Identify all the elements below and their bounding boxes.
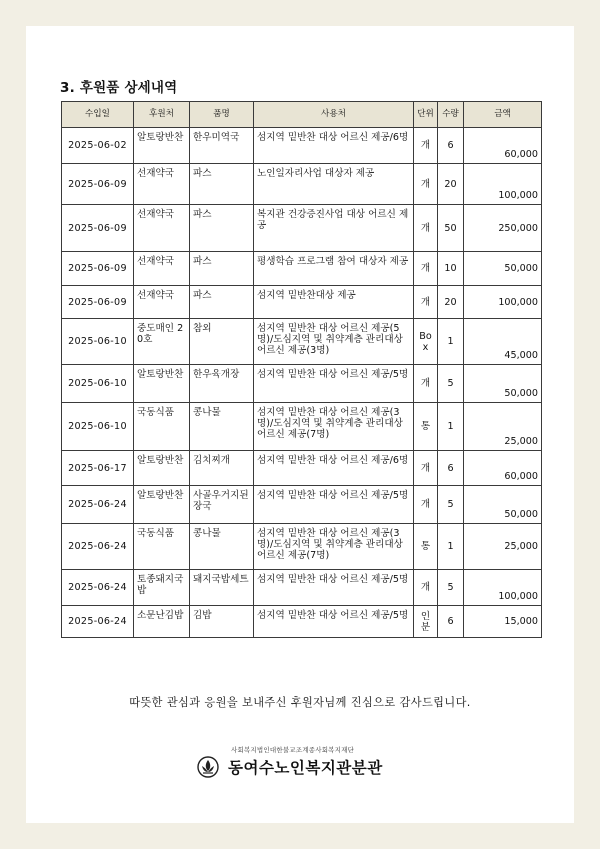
cell-amount: 50,000: [464, 365, 542, 403]
cell-donor: 선재약국: [134, 164, 190, 205]
cell-amount: 25,000: [464, 524, 542, 570]
cell-usage: 섬지역 밑반찬 대상 어르신 제공(3명)/도심지역 및 취약계층 관리대상 어르신 제공(7명): [254, 524, 414, 570]
table-row: [62, 606, 542, 638]
cell-unit: 개: [414, 365, 438, 403]
header-qty: 수량: [438, 102, 464, 128]
cell-qty: 1: [438, 403, 464, 451]
table-row: [62, 252, 542, 286]
cell-usage: 섬지역 밑반찬 대상 어르신 제공/5명: [254, 606, 414, 638]
cell-amount: 100,000: [464, 164, 542, 205]
table-row: [62, 365, 542, 403]
header-item: 품명: [190, 102, 254, 128]
cell-donor: 선재약국: [134, 252, 190, 286]
cell-item: 콩나물: [190, 403, 254, 451]
cell-donor: 알토랑반찬: [134, 486, 190, 524]
cell-usage: 섬지역 밑반찬 대상 어르신 제공/5명: [254, 570, 414, 606]
cell-amount: 50,000: [464, 252, 542, 286]
cell-unit: 개: [414, 128, 438, 164]
donation-details-table: [61, 101, 542, 638]
cell-item: 한우미역국: [190, 128, 254, 164]
table-row: [62, 319, 542, 365]
cell-usage: 복지관 건강증진사업 대상 어르신 제공: [254, 205, 414, 252]
table-row: [62, 486, 542, 524]
cell-item: 한우육개장: [190, 365, 254, 403]
cell-item: 파스: [190, 205, 254, 252]
header-donor: 후원처: [134, 102, 190, 128]
cell-unit: 개: [414, 164, 438, 205]
table-header-row: [62, 102, 542, 128]
foundation-name: 사회복지법인대한불교조계종사회복지재단: [231, 746, 355, 754]
table-row: [62, 205, 542, 252]
cell-qty: 1: [438, 524, 464, 570]
cell-donor: 국동식품: [134, 524, 190, 570]
section-title: 3. 후원품 상세내역: [60, 80, 178, 96]
cell-qty: 50: [438, 205, 464, 252]
cell-qty: 20: [438, 286, 464, 319]
cell-amount: 15,000: [464, 606, 542, 638]
cell-amount: 100,000: [464, 286, 542, 319]
cell-date: 2025-06-02: [62, 128, 134, 164]
cell-date: 2025-06-10: [62, 319, 134, 365]
cell-date: 2025-06-09: [62, 252, 134, 286]
cell-date: 2025-06-17: [62, 451, 134, 486]
table-row: [62, 451, 542, 486]
cell-date: 2025-06-09: [62, 286, 134, 319]
cell-date: 2025-06-24: [62, 524, 134, 570]
cell-usage: 섬지역 밑반찬대상 제공: [254, 286, 414, 319]
cell-date: 2025-06-24: [62, 606, 134, 638]
cell-amount: 60,000: [464, 451, 542, 486]
cell-unit: 개: [414, 286, 438, 319]
cell-item: 김치찌개: [190, 451, 254, 486]
table-row: [62, 286, 542, 319]
cell-usage: 섬지역 밑반찬 대상 어르신 제공(3명)/도심지역 및 취약계층 관리대상 어르신 제공(7명): [254, 403, 414, 451]
cell-amount: 250,000: [464, 205, 542, 252]
cell-unit: Box: [414, 319, 438, 365]
header-date: 수입일: [62, 102, 134, 128]
cell-amount: 100,000: [464, 570, 542, 606]
cell-donor: 선재약국: [134, 286, 190, 319]
cell-usage: 섬지역 밑반찬 대상 어르신 제공/6명: [254, 128, 414, 164]
cell-usage: 노인일자리사업 대상자 제공: [254, 164, 414, 205]
cell-qty: 5: [438, 365, 464, 403]
cell-unit: 통: [414, 403, 438, 451]
cell-usage: 섬지역 밑반찬 대상 어르신 제공/5명: [254, 486, 414, 524]
cell-item: 참외: [190, 319, 254, 365]
table-row: [62, 164, 542, 205]
document-page: [26, 26, 574, 823]
cell-unit: 개: [414, 252, 438, 286]
cell-unit: 개: [414, 486, 438, 524]
cell-item: 파스: [190, 164, 254, 205]
cell-item: 돼지국밥세트: [190, 570, 254, 606]
cell-amount: 60,000: [464, 128, 542, 164]
cell-usage: 섬지역 밑반찬 대상 어르신 제공/6명: [254, 451, 414, 486]
cell-unit: 통: [414, 524, 438, 570]
cell-date: 2025-06-10: [62, 403, 134, 451]
table-row: [62, 524, 542, 570]
cell-date: 2025-06-10: [62, 365, 134, 403]
cell-donor: 선재약국: [134, 205, 190, 252]
header-usage: 사용처: [254, 102, 414, 128]
cell-amount: 25,000: [464, 403, 542, 451]
lotus-logo-icon: [197, 756, 219, 778]
organization-name: 동여수노인복지관분관: [228, 759, 383, 777]
header-amount: 금액: [464, 102, 542, 128]
cell-donor: 중도매인 20호: [134, 319, 190, 365]
cell-item: 파스: [190, 286, 254, 319]
cell-amount: 45,000: [464, 319, 542, 365]
cell-donor: 토종돼지국밥: [134, 570, 190, 606]
cell-usage: 섬지역 밑반찬 대상 어르신 제공(5명)/도심지역 및 취약계층 관리대상 어르신 제공(3명): [254, 319, 414, 365]
cell-item: 파스: [190, 252, 254, 286]
cell-donor: 소문난김밥: [134, 606, 190, 638]
cell-usage: 평생학습 프로그램 참여 대상자 제공: [254, 252, 414, 286]
cell-qty: 6: [438, 451, 464, 486]
cell-date: 2025-06-24: [62, 486, 134, 524]
cell-qty: 6: [438, 606, 464, 638]
thanks-message: 따뜻한 관심과 응원을 보내주신 후원자님께 진심으로 감사드립니다.: [129, 696, 471, 709]
cell-date: 2025-06-24: [62, 570, 134, 606]
cell-item: 사골우거지된장국: [190, 486, 254, 524]
header-unit: 단위: [414, 102, 438, 128]
cell-date: 2025-06-09: [62, 205, 134, 252]
cell-qty: 5: [438, 570, 464, 606]
cell-item: 김밥: [190, 606, 254, 638]
cell-date: 2025-06-09: [62, 164, 134, 205]
cell-donor: 국동식품: [134, 403, 190, 451]
cell-donor: 알토랑반찬: [134, 365, 190, 403]
cell-donor: 알토랑반찬: [134, 451, 190, 486]
cell-qty: 10: [438, 252, 464, 286]
cell-item: 콩나물: [190, 524, 254, 570]
table-row: [62, 570, 542, 606]
cell-unit: 개: [414, 205, 438, 252]
cell-qty: 5: [438, 486, 464, 524]
cell-unit: 인분: [414, 606, 438, 638]
cell-qty: 20: [438, 164, 464, 205]
table-row: [62, 403, 542, 451]
cell-unit: 개: [414, 570, 438, 606]
cell-qty: 1: [438, 319, 464, 365]
cell-donor: 알토랑반찬: [134, 128, 190, 164]
cell-amount: 50,000: [464, 486, 542, 524]
cell-usage: 섬지역 밑반찬 대상 어르신 제공/5명: [254, 365, 414, 403]
cell-unit: 개: [414, 451, 438, 486]
table-row: [62, 128, 542, 164]
cell-qty: 6: [438, 128, 464, 164]
